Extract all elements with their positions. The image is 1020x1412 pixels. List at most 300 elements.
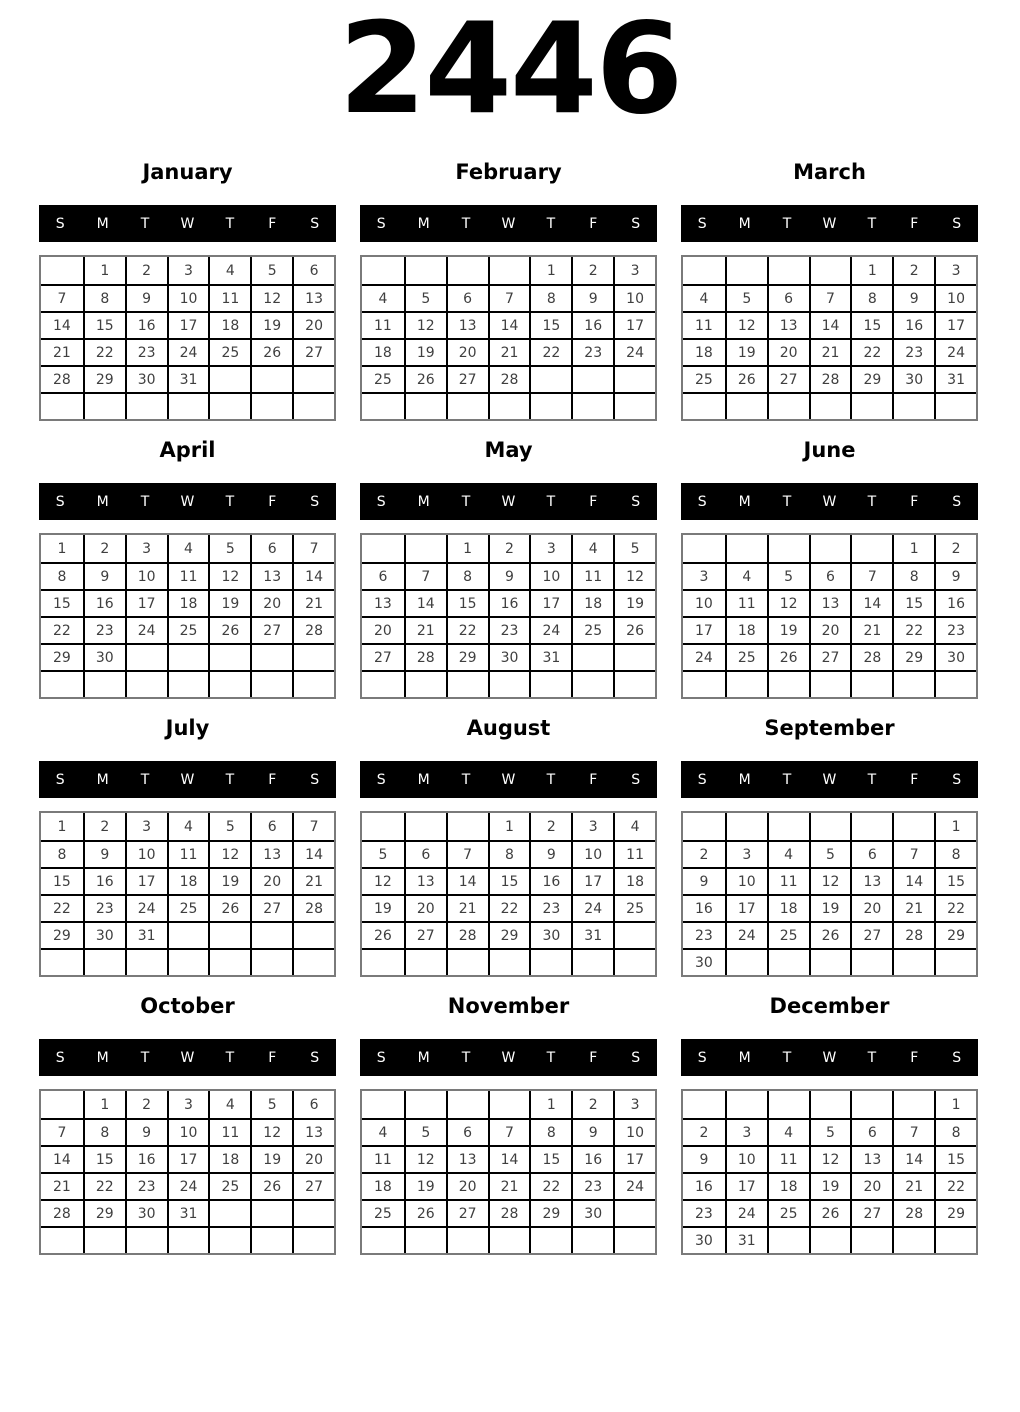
day-of-week-label: T — [867, 771, 877, 788]
day-cell: 29 — [83, 365, 125, 392]
day-of-week-label: S — [697, 1049, 707, 1066]
empty-day-cell — [292, 1226, 334, 1253]
day-cell: 23 — [683, 1199, 725, 1226]
day-cell: 16 — [934, 589, 976, 616]
day-cell: 17 — [167, 311, 209, 338]
empty-day-cell — [767, 1091, 809, 1118]
day-cell: 28 — [446, 921, 488, 948]
empty-day-cell — [292, 670, 334, 697]
day-cell: 25 — [571, 616, 613, 643]
day-cell: 1 — [488, 813, 530, 840]
day-cell: 31 — [934, 365, 976, 392]
day-cell: 31 — [167, 1199, 209, 1226]
day-cell: 14 — [41, 311, 83, 338]
day-cell: 1 — [446, 535, 488, 562]
day-of-week-label: M — [96, 1049, 109, 1066]
day-of-week-label: F — [910, 215, 919, 232]
day-cell: 20 — [292, 311, 334, 338]
day-of-week-header — [360, 1039, 657, 1076]
empty-day-cell — [83, 392, 125, 419]
empty-day-cell — [125, 948, 167, 975]
day-cell: 1 — [850, 257, 892, 284]
day-cell: 17 — [613, 1145, 655, 1172]
day-of-week-header — [39, 205, 336, 242]
day-cell: 18 — [208, 1145, 250, 1172]
day-cell: 23 — [934, 616, 976, 643]
day-cell: 17 — [725, 894, 767, 921]
month-title: March — [793, 160, 866, 184]
empty-day-cell — [613, 921, 655, 948]
day-of-week-label: S — [310, 493, 320, 510]
day-of-week-label: S — [952, 1049, 962, 1066]
empty-day-cell — [809, 257, 851, 284]
day-cell: 7 — [292, 535, 334, 562]
day-cell: 9 — [125, 1118, 167, 1145]
day-cell: 8 — [529, 284, 571, 311]
day-cell: 7 — [850, 562, 892, 589]
day-cell: 17 — [571, 867, 613, 894]
day-of-week-label: M — [417, 493, 430, 510]
day-cell: 25 — [167, 616, 209, 643]
day-cell: 18 — [167, 589, 209, 616]
day-cell: 18 — [683, 338, 725, 365]
day-cell: 8 — [934, 1118, 976, 1145]
empty-day-cell — [292, 921, 334, 948]
day-cell: 13 — [446, 1145, 488, 1172]
day-cell: 21 — [292, 589, 334, 616]
empty-day-cell — [767, 813, 809, 840]
day-cell: 1 — [57, 540, 67, 557]
empty-day-cell — [767, 392, 809, 419]
day-cell: 17 — [683, 616, 725, 643]
day-cell: 8 — [892, 562, 934, 589]
day-of-week-label: F — [589, 493, 598, 510]
day-cell: 4 — [362, 1118, 404, 1145]
empty-day-cell — [208, 948, 250, 975]
day-cell: 26 — [809, 921, 851, 948]
day-cell: 16 — [125, 311, 167, 338]
empty-day-cell — [250, 1199, 292, 1226]
month-title: January — [142, 160, 233, 184]
day-of-week-label: M — [96, 771, 109, 788]
day-cell: 19 — [250, 311, 292, 338]
day-cell: 27 — [446, 365, 488, 392]
day-cell: 14 — [488, 1145, 530, 1172]
day-of-week-label: M — [738, 771, 751, 788]
day-cell: 9 — [83, 840, 125, 867]
empty-day-cell — [613, 643, 655, 670]
day-cell: 1 — [57, 818, 67, 835]
day-cell: 10 — [125, 562, 167, 589]
months-grid — [0, 160, 1020, 1260]
day-cell: 10 — [613, 1118, 655, 1145]
day-cell: 3 — [167, 257, 209, 284]
day-cell: 16 — [83, 589, 125, 616]
day-of-week-label: T — [225, 771, 235, 788]
day-cell: 22 — [529, 338, 571, 365]
empty-day-cell — [934, 670, 976, 697]
day-cell: 10 — [725, 867, 767, 894]
day-cell: 28 — [892, 921, 934, 948]
day-cell: 15 — [41, 867, 83, 894]
day-cell: 28 — [292, 894, 334, 921]
empty-day-cell — [446, 670, 488, 697]
day-cell: 25 — [167, 894, 209, 921]
day-cell: 10 — [683, 589, 725, 616]
day-cell: 31 — [167, 365, 209, 392]
day-of-week-header — [39, 1039, 336, 1076]
day-of-week-label: T — [225, 1049, 235, 1066]
day-cell: 6 — [292, 257, 334, 284]
day-cell: 10 — [125, 840, 167, 867]
day-cell: 17 — [613, 311, 655, 338]
day-cell: 10 — [934, 284, 976, 311]
day-cell: 3 — [613, 257, 655, 284]
day-cell: 14 — [850, 589, 892, 616]
day-cell: 4 — [208, 1091, 250, 1118]
day-of-week-label: S — [697, 771, 707, 788]
empty-day-cell — [613, 392, 655, 419]
day-cell: 11 — [362, 1145, 404, 1172]
day-cell: 15 — [83, 1145, 125, 1172]
day-of-week-label: T — [867, 493, 877, 510]
day-grid — [681, 533, 978, 699]
day-of-week-label: W — [180, 215, 195, 232]
day-cell: 15 — [934, 867, 976, 894]
day-cell: 24 — [725, 921, 767, 948]
day-cell: 2 — [892, 257, 934, 284]
day-of-week-label: T — [546, 215, 556, 232]
day-of-week-label: F — [910, 493, 919, 510]
day-cell: 5 — [250, 1091, 292, 1118]
empty-day-cell — [725, 813, 767, 840]
empty-day-cell — [725, 948, 767, 975]
day-of-week-label: W — [501, 493, 516, 510]
day-of-week-label: T — [140, 1049, 150, 1066]
empty-day-cell — [404, 670, 446, 697]
day-cell: 24 — [125, 894, 167, 921]
empty-day-cell — [41, 948, 83, 975]
empty-day-cell — [404, 257, 446, 284]
day-cell: 18 — [767, 1172, 809, 1199]
empty-day-cell — [892, 813, 934, 840]
day-cell: 26 — [250, 338, 292, 365]
day-grid — [39, 1089, 336, 1255]
day-cell: 22 — [41, 894, 83, 921]
day-cell: 20 — [404, 894, 446, 921]
day-cell: 19 — [809, 1172, 851, 1199]
day-cell: 3 — [571, 813, 613, 840]
empty-day-cell — [250, 670, 292, 697]
day-of-week-label: S — [310, 1049, 320, 1066]
day-cell: 11 — [167, 562, 209, 589]
empty-day-cell — [571, 948, 613, 975]
empty-day-cell — [83, 1226, 125, 1253]
day-cell: 11 — [208, 284, 250, 311]
empty-day-cell — [725, 535, 767, 562]
empty-day-cell — [683, 813, 725, 840]
day-cell: 24 — [613, 338, 655, 365]
day-cell: 26 — [767, 643, 809, 670]
day-cell: 29 — [41, 643, 83, 670]
day-cell: 25 — [725, 643, 767, 670]
day-cell: 1 — [934, 813, 976, 840]
day-cell: 6 — [809, 562, 851, 589]
day-cell: 25 — [362, 365, 404, 392]
day-cell: 14 — [446, 867, 488, 894]
year-title: 2446 — [338, 0, 682, 142]
empty-day-cell — [488, 670, 530, 697]
day-cell: 29 — [488, 921, 530, 948]
empty-day-cell — [250, 921, 292, 948]
empty-day-cell — [446, 392, 488, 419]
day-cell: 6 — [767, 284, 809, 311]
empty-day-cell — [613, 670, 655, 697]
day-cell: 8 — [446, 562, 488, 589]
day-cell: 9 — [488, 562, 530, 589]
day-of-week-label: S — [631, 1049, 641, 1066]
day-cell: 22 — [83, 338, 125, 365]
day-cell: 23 — [683, 921, 725, 948]
day-cell: 18 — [362, 1172, 404, 1199]
empty-day-cell — [850, 1091, 892, 1118]
day-cell: 28 — [488, 1199, 530, 1226]
day-cell: 5 — [208, 813, 250, 840]
day-cell: 25 — [208, 338, 250, 365]
day-cell: 30 — [571, 1199, 613, 1226]
day-cell: 14 — [292, 840, 334, 867]
day-of-week-label: F — [589, 771, 598, 788]
day-cell: 18 — [725, 616, 767, 643]
empty-day-cell — [809, 1226, 851, 1253]
day-cell: 11 — [683, 311, 725, 338]
day-cell: 4 — [362, 284, 404, 311]
day-cell: 9 — [571, 284, 613, 311]
day-cell: 10 — [529, 562, 571, 589]
day-cell: 20 — [250, 589, 292, 616]
empty-day-cell — [725, 392, 767, 419]
day-of-week-label: W — [822, 1049, 837, 1066]
empty-day-cell — [362, 257, 404, 284]
month-title: June — [803, 438, 856, 462]
day-cell: 29 — [446, 643, 488, 670]
day-of-week-label: T — [225, 493, 235, 510]
empty-day-cell — [83, 670, 125, 697]
day-cell: 1 — [934, 1091, 976, 1118]
empty-day-cell — [125, 1226, 167, 1253]
month-july — [39, 716, 336, 982]
day-cell: 6 — [250, 535, 292, 562]
day-cell: 26 — [809, 1199, 851, 1226]
empty-day-cell — [41, 392, 83, 419]
empty-day-cell — [446, 1226, 488, 1253]
empty-day-cell — [809, 1091, 851, 1118]
day-cell: 20 — [809, 616, 851, 643]
day-cell: 21 — [488, 338, 530, 365]
day-cell: 2 — [683, 840, 725, 867]
empty-day-cell — [362, 813, 404, 840]
day-cell: 22 — [529, 1172, 571, 1199]
day-of-week-label: T — [461, 1049, 471, 1066]
day-cell: 3 — [125, 535, 167, 562]
day-of-week-label: T — [140, 771, 150, 788]
empty-day-cell — [167, 392, 209, 419]
empty-day-cell — [362, 1226, 404, 1253]
day-cell: 15 — [83, 311, 125, 338]
day-cell: 21 — [892, 894, 934, 921]
day-grid — [360, 811, 657, 977]
day-cell: 25 — [362, 1199, 404, 1226]
empty-day-cell — [571, 365, 613, 392]
month-december — [681, 994, 978, 1260]
day-cell: 19 — [208, 867, 250, 894]
day-cell: 7 — [292, 813, 334, 840]
month-october — [39, 994, 336, 1260]
empty-day-cell — [208, 1226, 250, 1253]
day-cell: 2 — [83, 535, 125, 562]
empty-day-cell — [362, 392, 404, 419]
day-cell: 23 — [529, 894, 571, 921]
day-cell: 4 — [167, 535, 209, 562]
day-of-week-header — [360, 761, 657, 798]
day-cell: 27 — [850, 921, 892, 948]
empty-day-cell — [41, 1091, 83, 1118]
day-cell: 19 — [613, 589, 655, 616]
empty-day-cell — [404, 535, 446, 562]
day-cell: 21 — [292, 867, 334, 894]
day-cell: 13 — [292, 284, 334, 311]
day-cell: 7 — [446, 840, 488, 867]
empty-day-cell — [934, 392, 976, 419]
day-cell: 4 — [767, 1118, 809, 1145]
empty-day-cell — [41, 670, 83, 697]
empty-day-cell — [529, 948, 571, 975]
day-of-week-label: W — [180, 771, 195, 788]
day-cell: 10 — [167, 1118, 209, 1145]
day-cell: 6 — [850, 840, 892, 867]
day-grid — [681, 255, 978, 421]
day-of-week-label: W — [180, 1049, 195, 1066]
empty-day-cell — [167, 948, 209, 975]
day-of-week-label: S — [376, 215, 386, 232]
empty-day-cell — [362, 670, 404, 697]
day-cell: 17 — [125, 867, 167, 894]
empty-day-cell — [125, 643, 167, 670]
day-cell: 19 — [767, 616, 809, 643]
day-of-week-header — [39, 483, 336, 520]
day-of-week-label: M — [417, 771, 430, 788]
day-cell: 22 — [41, 616, 83, 643]
day-cell: 28 — [892, 1199, 934, 1226]
day-cell: 23 — [571, 1172, 613, 1199]
day-cell: 3 — [125, 813, 167, 840]
day-cell: 8 — [83, 284, 125, 311]
day-cell: 15 — [529, 1145, 571, 1172]
day-cell: 25 — [208, 1172, 250, 1199]
day-cell: 12 — [404, 311, 446, 338]
day-cell: 19 — [250, 1145, 292, 1172]
empty-day-cell — [362, 535, 404, 562]
day-cell: 16 — [571, 311, 613, 338]
day-cell: 26 — [725, 365, 767, 392]
day-cell: 8 — [41, 562, 83, 589]
empty-day-cell — [683, 1091, 725, 1118]
day-cell: 22 — [934, 1172, 976, 1199]
empty-day-cell — [488, 1091, 530, 1118]
day-cell: 12 — [250, 284, 292, 311]
day-cell: 21 — [850, 616, 892, 643]
empty-day-cell — [613, 948, 655, 975]
day-cell: 6 — [250, 813, 292, 840]
day-of-week-label: T — [782, 771, 792, 788]
month-january — [39, 160, 336, 426]
day-cell: 14 — [41, 1145, 83, 1172]
day-of-week-label: S — [952, 771, 962, 788]
day-cell: 25 — [767, 1199, 809, 1226]
day-of-week-header — [39, 761, 336, 798]
day-cell: 6 — [446, 1118, 488, 1145]
day-of-week-label: T — [225, 215, 235, 232]
day-cell: 28 — [292, 616, 334, 643]
month-title: April — [159, 438, 216, 462]
day-cell: 2 — [529, 813, 571, 840]
empty-day-cell — [850, 1226, 892, 1253]
day-cell: 27 — [292, 1172, 334, 1199]
day-of-week-label: S — [631, 215, 641, 232]
empty-day-cell — [571, 1226, 613, 1253]
day-cell: 12 — [613, 562, 655, 589]
day-cell: 11 — [613, 840, 655, 867]
day-cell: 20 — [446, 1172, 488, 1199]
day-of-week-label: S — [310, 215, 320, 232]
empty-day-cell — [488, 948, 530, 975]
day-cell: 3 — [683, 562, 725, 589]
day-cell: 20 — [292, 1145, 334, 1172]
day-cell: 25 — [767, 921, 809, 948]
day-of-week-label: T — [546, 1049, 556, 1066]
day-cell: 13 — [404, 867, 446, 894]
day-of-week-label: W — [180, 493, 195, 510]
day-cell: 11 — [208, 1118, 250, 1145]
day-cell: 30 — [683, 1226, 725, 1253]
day-cell: 7 — [892, 840, 934, 867]
day-of-week-header — [681, 205, 978, 242]
day-cell: 4 — [208, 257, 250, 284]
day-cell: 17 — [529, 589, 571, 616]
month-may — [360, 438, 657, 704]
empty-day-cell — [488, 392, 530, 419]
day-cell: 5 — [809, 840, 851, 867]
day-cell: 5 — [613, 535, 655, 562]
day-of-week-label: S — [631, 493, 641, 510]
day-cell: 12 — [809, 1145, 851, 1172]
day-cell: 26 — [208, 894, 250, 921]
day-cell: 8 — [83, 1118, 125, 1145]
day-cell: 1 — [83, 257, 125, 284]
day-cell: 2 — [488, 535, 530, 562]
day-cell: 12 — [767, 589, 809, 616]
day-cell: 20 — [446, 338, 488, 365]
empty-day-cell — [250, 1226, 292, 1253]
empty-day-cell — [488, 257, 530, 284]
day-grid — [681, 811, 978, 977]
day-cell: 30 — [488, 643, 530, 670]
day-cell: 3 — [725, 1118, 767, 1145]
day-cell: 4 — [571, 535, 613, 562]
day-cell: 3 — [934, 257, 976, 284]
day-cell: 18 — [571, 589, 613, 616]
day-cell: 16 — [125, 1145, 167, 1172]
